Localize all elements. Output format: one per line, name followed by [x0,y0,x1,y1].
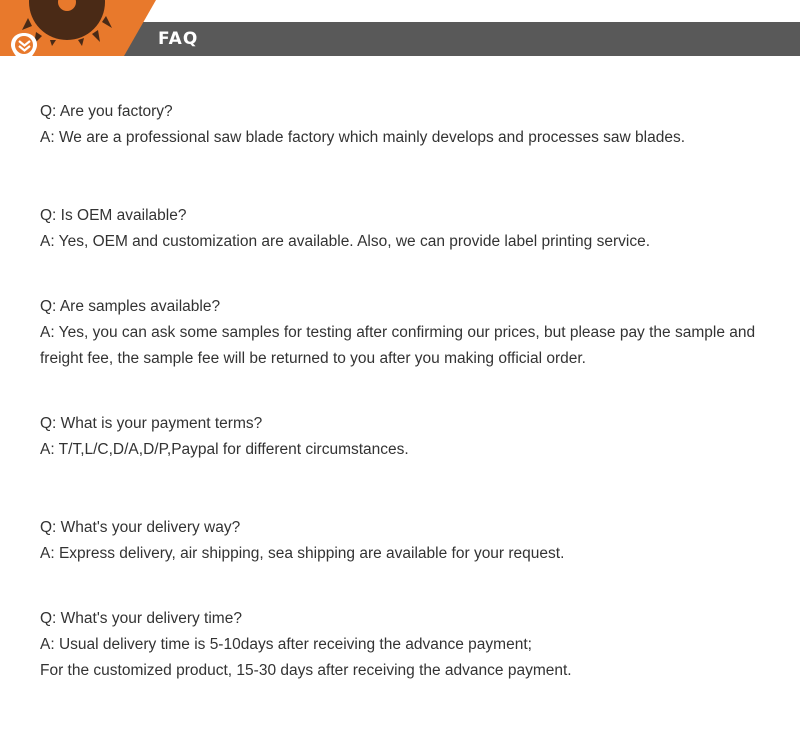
faq-answer: A: T/T,L/C,D/A,D/P,Paypal for different circumstances. [40,441,409,458]
faq-question: Q: Is OEM available? [40,207,187,224]
faq-item [40,515,780,567]
chevron-double-down-icon[interactable] [18,40,31,52]
faq-question: Q: Are samples available? [40,298,221,315]
faq-header [0,0,800,66]
faq-item [40,294,780,372]
faq-question: Q: Are you factory? [40,103,173,120]
faq-answer: A: We are a professional saw blade factory which mainly develops and processes saw blades. [40,129,686,146]
faq-answer: A: Yes, you can ask some samples for testing after confirming our prices, but please pay the sample and freight fee, the sample fee will be returned to you after you making official order. [40,324,756,367]
faq-answer: A: Yes, OEM and customization are available. Also, we can provide label printing service. [40,233,650,250]
faq-item [40,99,780,151]
page-title: FAQ [158,29,199,49]
faq-question: Q: What's your delivery way? [40,519,241,536]
faq-question: Q: What is your payment terms? [40,415,263,432]
faq-question: Q: What's your delivery time? [40,610,242,627]
faq-item [40,411,780,463]
faq-item [40,606,780,684]
faq-item [40,203,780,255]
faq-answer: A: Express delivery, air shipping, sea shipping are available for your request. [40,545,565,562]
faq-answer: A: Usual delivery time is 5-10days after receiving the advance payment; [40,636,532,653]
faq-answer-continued: For the customized product, 15-30 days after receiving the advance payment. [40,662,572,679]
